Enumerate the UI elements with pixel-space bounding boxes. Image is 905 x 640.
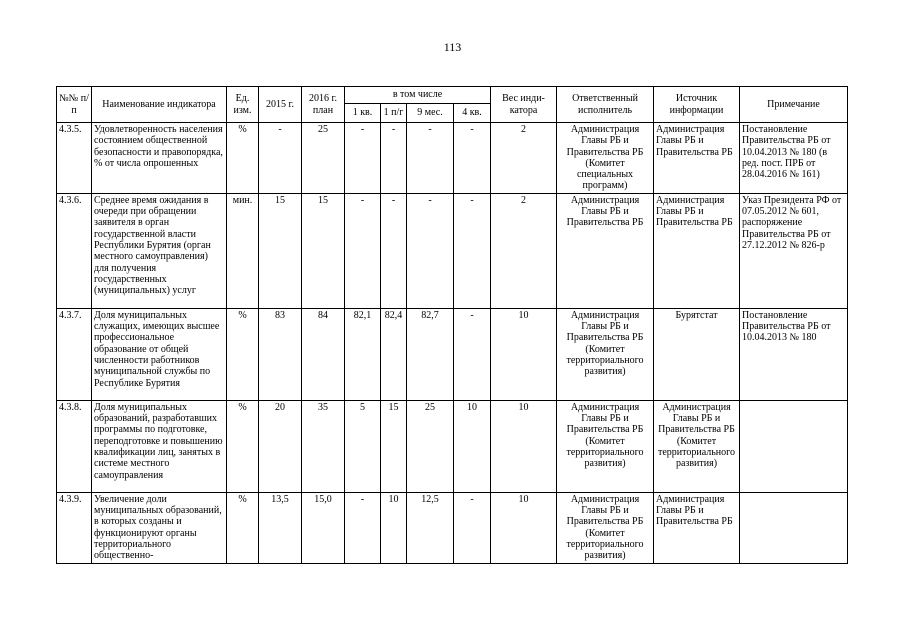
row-q4: -	[454, 123, 491, 194]
row-h1: -	[381, 193, 407, 308]
row-2016-plan: 35	[302, 400, 345, 492]
row-indicator-name: Доля муниципальных образований, разработавших программы по подготовке, переподготовке и повышению квалификации лиц, занятых в системе местного самоуправления	[92, 400, 227, 492]
row-executor: Администрация Главы РБ и Правительства РБ (Комитет территориального развития)	[557, 308, 654, 400]
row-h1: 15	[381, 400, 407, 492]
row-executor: Администрация Главы РБ и Правительства РБ (Комитет территориального развития)	[557, 400, 654, 492]
header-q1: 1 кв.	[345, 104, 381, 123]
row-9m: 82,7	[407, 308, 454, 400]
row-executor: Администрация Главы РБ и Правительства РБ	[557, 193, 654, 308]
row-2016-plan: 84	[302, 308, 345, 400]
row-weight: 2	[491, 123, 557, 194]
header-2016-plan: 2016 г. план	[302, 87, 345, 123]
row-num: 4.3.5.	[57, 123, 92, 194]
header-including: в том числе	[345, 87, 491, 104]
row-unit: мин.	[227, 193, 259, 308]
row-num: 4.3.7.	[57, 308, 92, 400]
row-note	[740, 492, 848, 563]
row-unit: %	[227, 308, 259, 400]
row-unit: %	[227, 492, 259, 563]
row-indicator-name: Среднее время ожидания в очереди при обращении заявителя в орган государственной власти Республики Бурятия (орган местного самоуправления) для получения государственных (муниципальных) услуг	[92, 193, 227, 308]
header-weight: Вес инди-катора	[491, 87, 557, 123]
row-h1: 10	[381, 492, 407, 563]
row-source: Администрация Главы РБ и Правительства РБ	[654, 123, 740, 194]
header-num: №№ п/п	[57, 87, 92, 123]
row-2015: 83	[259, 308, 302, 400]
header-2015: 2015 г.	[259, 87, 302, 123]
row-weight: 10	[491, 492, 557, 563]
row-weight: 10	[491, 308, 557, 400]
header-unit: Ед. изм.	[227, 87, 259, 123]
row-unit: %	[227, 123, 259, 194]
table-row	[57, 400, 848, 492]
header-source: Источник информации	[654, 87, 740, 123]
table-row	[57, 308, 848, 400]
table-row	[57, 492, 848, 563]
row-q4: -	[454, 308, 491, 400]
row-note: Постановление Правительства РБ от 10.04.2013 № 180	[740, 308, 848, 400]
row-num: 4.3.6.	[57, 193, 92, 308]
row-q1: 5	[345, 400, 381, 492]
row-q1: 82,1	[345, 308, 381, 400]
row-q1: -	[345, 492, 381, 563]
row-q4: 10	[454, 400, 491, 492]
row-2015: -	[259, 123, 302, 194]
row-h1: -	[381, 123, 407, 194]
row-note: Постановление Правительства РБ от 10.04.2013 № 180 (в ред. пост. ПРБ от 28.04.2016 № 161)	[740, 123, 848, 194]
row-indicator-name: Доля муниципальных служащих, имеющих высшее профессиональное образование от общей численности работников муниципальной службы по Республике Бурятия	[92, 308, 227, 400]
row-2016-plan: 15	[302, 193, 345, 308]
header-q4: 4 кв.	[454, 104, 491, 123]
row-indicator-name: Удовлетворенность населения состоянием общественной безопасности и правопорядка, % от числа опрошенных	[92, 123, 227, 194]
row-2015: 20	[259, 400, 302, 492]
row-9m: 12,5	[407, 492, 454, 563]
header-executor: Ответственный исполнитель	[557, 87, 654, 123]
row-h1: 82,4	[381, 308, 407, 400]
row-executor: Администрация Главы РБ и Правительства РБ (Комитет территориального развития)	[557, 492, 654, 563]
row-source: Администрация Главы РБ и Правительства РБ (Комитет территориального развития)	[654, 400, 740, 492]
row-q4: -	[454, 193, 491, 308]
row-2016-plan: 25	[302, 123, 345, 194]
row-9m: 25	[407, 400, 454, 492]
header-9m: 9 мес.	[407, 104, 454, 123]
row-note	[740, 400, 848, 492]
row-q1: -	[345, 193, 381, 308]
row-source: Бурятстат	[654, 308, 740, 400]
row-source: Администрация Главы РБ и Правительства РБ	[654, 492, 740, 563]
row-2015: 15	[259, 193, 302, 308]
row-2016-plan: 15,0	[302, 492, 345, 563]
row-num: 4.3.8.	[57, 400, 92, 492]
row-indicator-name: Увеличение доли муниципальных образований, в которых созданы и функционируют органы территориального общественно-	[92, 492, 227, 563]
row-executor: Администрация Главы РБ и Правительства РБ (Комитет специальных программ)	[557, 123, 654, 194]
table-row	[57, 193, 848, 308]
row-q1: -	[345, 123, 381, 194]
row-source: Администрация Главы РБ и Правительства РБ	[654, 193, 740, 308]
row-9m: -	[407, 193, 454, 308]
row-weight: 10	[491, 400, 557, 492]
row-9m: -	[407, 123, 454, 194]
row-2015: 13,5	[259, 492, 302, 563]
header-h1: 1 п/г	[381, 104, 407, 123]
page-number: 113	[443, 40, 462, 54]
header-name: Наименование индикатора	[92, 87, 227, 123]
indicators-table	[56, 86, 848, 564]
row-weight: 2	[491, 193, 557, 308]
row-unit: %	[227, 400, 259, 492]
row-q4: -	[454, 492, 491, 563]
table-row	[57, 123, 848, 194]
row-note: Указ Президента РФ от 07.05.2012 № 601, распоряжение Правительства РБ от 27.12.2012 № 826-р	[740, 193, 848, 308]
row-num: 4.3.9.	[57, 492, 92, 563]
header-note: Примечание	[740, 87, 848, 123]
